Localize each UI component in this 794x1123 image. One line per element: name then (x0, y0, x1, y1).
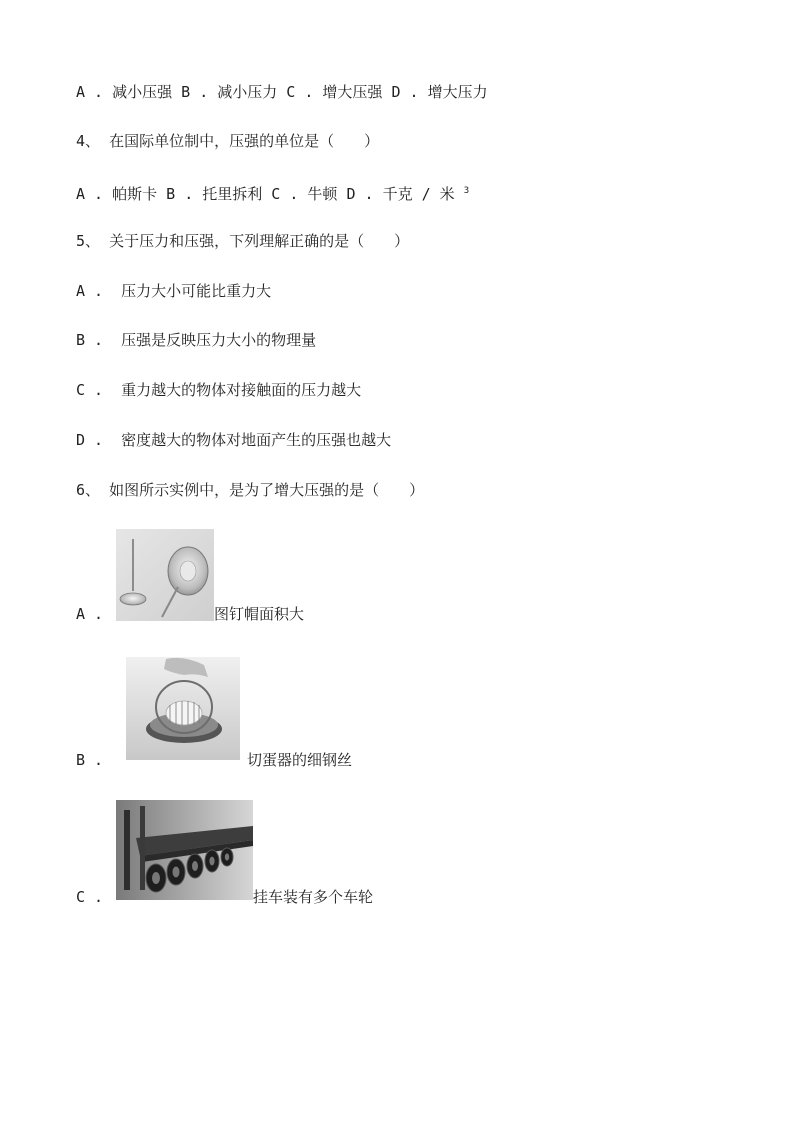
option-label: D . (76, 431, 104, 449)
q6-option-b-caption: 切蛋器的细钢丝 (247, 751, 353, 769)
thumbtack-illustration (116, 529, 214, 621)
q6-option-c-label: C . (76, 888, 104, 906)
q5-stem: 关于压力和压强，下列理解正确的是（ ） (109, 232, 410, 250)
option-label: C . (76, 381, 104, 399)
q5-option-c (76, 380, 361, 400)
option-label: A . (76, 282, 104, 300)
q6-number: 6、 (76, 481, 101, 499)
option-text: 重力越大的物体对接触面的压力越大 (121, 381, 362, 399)
q6-option-a-label: A . (76, 605, 104, 623)
option-text: 压力大小可能比重力大 (121, 282, 272, 300)
option-text: 密度越大的物体对地面产生的压强也越大 (121, 431, 392, 449)
q4-options (76, 181, 469, 204)
q4-question (76, 131, 379, 151)
option-label: B . (76, 331, 104, 349)
trailer-illustration (116, 800, 253, 900)
q5-option-a (76, 281, 271, 301)
egg-slicer-illustration (126, 657, 240, 760)
q6-option-b-label: B . (76, 751, 104, 769)
q6-question (76, 480, 424, 500)
q5-option-d (76, 430, 391, 450)
option-text: 压强是反映压力大小的物理量 (121, 331, 317, 349)
q4-number: 4、 (76, 132, 101, 150)
egg-slicer-photo (126, 657, 240, 760)
trailer-wheels-photo (116, 800, 253, 900)
q5-question (76, 231, 409, 251)
q3-options: A . 减小压强 B . 减小压力 C . 增大压强 D . 增大压力 (76, 83, 488, 101)
q4-stem: 在国际单位制中，压强的单位是（ ） (109, 132, 380, 150)
q6-option-c-caption: 挂车装有多个车轮 (253, 888, 374, 906)
q5-option-b (76, 330, 316, 350)
q5-number: 5、 (76, 232, 101, 250)
q6-option-a-caption: 图钉帽面积大 (214, 605, 305, 623)
q4-options-text: A . 帕斯卡 B . 托里拆利 C . 牛顿 D . 千克 / 米 (76, 185, 455, 203)
thumbtack-photo (116, 529, 214, 621)
q6-stem: 如图所示实例中，是为了增大压强的是（ ） (109, 481, 425, 499)
q4-options-superscript: 3 (463, 186, 470, 196)
